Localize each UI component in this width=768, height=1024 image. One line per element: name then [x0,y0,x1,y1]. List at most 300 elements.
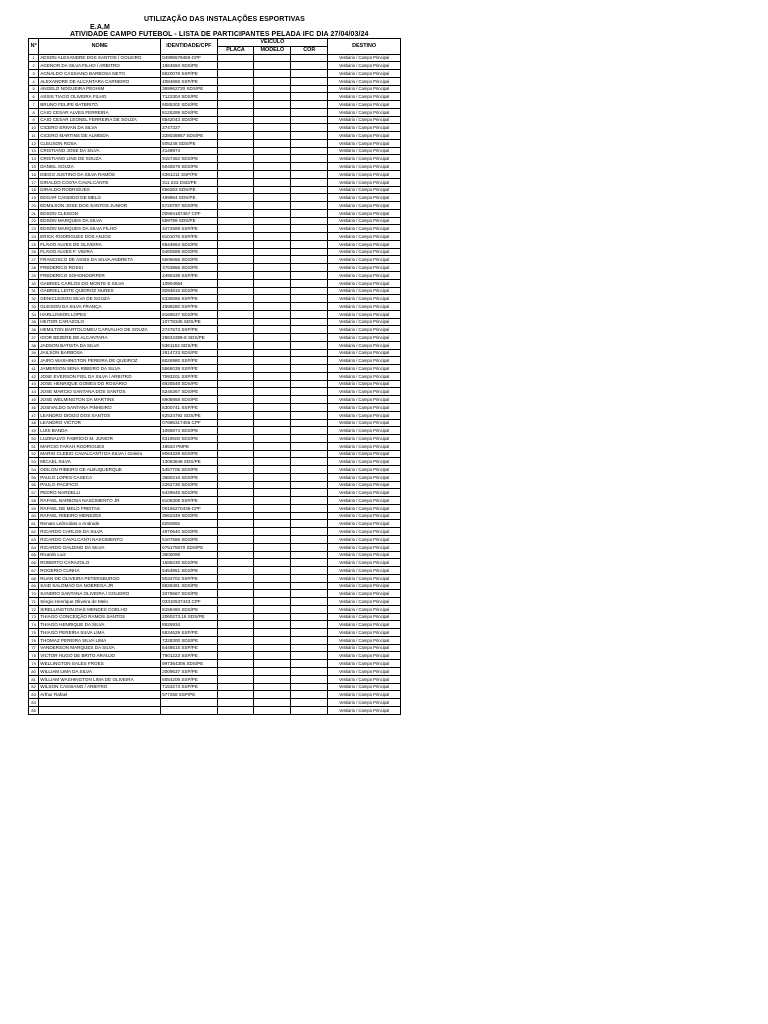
vehicle-placa-cell [217,543,254,551]
vehicle-cor-cell [291,372,328,380]
participant-id: 8101076 SSP/PE [161,233,217,241]
destino-cell: Vestiário / Campo Principal [328,194,401,202]
participant-name: Arthur Rafael [39,691,161,699]
vehicle-cor-cell [291,108,328,116]
vehicle-modelo-cell [254,349,291,357]
row-number: 83 [29,691,39,699]
participant-id: 5246367 SDS/PE [161,388,217,396]
row-number: 18 [29,186,39,194]
vehicle-modelo-cell [254,473,291,481]
vehicle-cor-cell [291,380,328,388]
participant-name: GABRIEL LEITE QUEIROZ NUNES [39,287,161,295]
participant-name: JOSE EVERSON FIEL DA SILVA / ARBITRO [39,372,161,380]
row-number: 76 [29,636,39,644]
vehicle-placa-cell [217,194,254,202]
table-row [29,124,401,132]
row-number: 7 [29,101,39,109]
participant-name: FLAVIO ALVES DE OLIVEIRA [39,240,161,248]
table-row [29,644,401,652]
table-row [29,582,401,590]
table-row [29,349,401,357]
vehicle-modelo-cell [254,419,291,427]
destino-cell: Vestiário / Campo Principal [328,536,401,544]
destino-cell: Vestiário / Campo Principal [328,349,401,357]
vehicle-placa-cell [217,675,254,683]
participant-name: ROBERTO CARAZOLO [39,559,161,567]
participant-name: Ricardo Luiz [39,551,161,559]
row-number: 42 [29,372,39,380]
vehicle-modelo-cell [254,543,291,551]
participant-name: PAULO PACIFICO [39,481,161,489]
vehicle-cor-cell [291,365,328,373]
participant-id: 075175970 SDS/PE [161,543,217,551]
table-row [29,675,401,683]
participant-id: 3062349 SDS/PE [161,512,217,520]
vehicle-cor-cell [291,264,328,272]
participant-name: LUZINALVO FABRÍCIO M. JÚNIOR [39,435,161,443]
vehicle-modelo-cell [254,699,291,707]
vehicle-placa-cell [217,93,254,101]
participant-name: GLEISON DA SILVA FRANÇA [39,303,161,311]
participant-name: HEITOR CARAZOLO [39,318,161,326]
participant-id: 6335566 SSP/PE [161,295,217,303]
row-number: 1 [29,54,39,62]
participant-id: 3379667 SDS/PE [161,590,217,598]
vehicle-cor-cell [291,163,328,171]
participant-name: RAFAEL RIBEIRO MENEZES [39,512,161,520]
vehicle-placa-cell [217,132,254,140]
participant-id: 5506666 SDS/PE [161,256,217,264]
vehicle-modelo-cell [254,528,291,536]
vehicle-placa-cell [217,590,254,598]
row-number: 15 [29,163,39,171]
vehicle-cor-cell [291,644,328,652]
participant-name: JAILSON BARBOSA [39,349,161,357]
participant-id: 9084328 SDS/PE [161,450,217,458]
row-number: 33 [29,303,39,311]
vehicle-cor-cell [291,171,328,179]
participant-id: 9157462 SDS/PE [161,155,217,163]
participant-name: CICERO ERIVAN DA SILVA [39,124,161,132]
vehicle-modelo-cell [254,621,291,629]
participant-name: CAIO CESAR ALVES FERREIRA [39,108,161,116]
destino-cell: Vestiário / Campo Principal [328,85,401,93]
table-row [29,341,401,349]
row-number: 70 [29,590,39,598]
table-row [29,139,401,147]
participant-id: 5457705 SDS/PE [161,466,217,474]
table-row [29,155,401,163]
participant-name: CLEUSON ROSA [39,139,161,147]
participant-name: RAFAEL BARBOSA NASCIMENTO JR [39,497,161,505]
vehicle-cor-cell [291,536,328,544]
participant-name: WELLINGTON SALES FROES [39,660,161,668]
destino-cell: Vestiário / Campo Principal [328,101,401,109]
vehicle-modelo-cell [254,388,291,396]
vehicle-modelo-cell [254,178,291,186]
vehicle-cor-cell [291,543,328,551]
destino-cell: Vestiário / Campo Principal [328,357,401,365]
vehicle-placa-cell [217,85,254,93]
destino-cell: Vestiário / Campo Principal [328,248,401,256]
row-number: 26 [29,248,39,256]
destino-cell: Vestiário / Campo Principal [328,613,401,621]
destino-cell: Vestiário / Campo Principal [328,116,401,124]
destino-cell: Vestiário / Campo Principal [328,512,401,520]
vehicle-modelo-cell [254,171,291,179]
vehicle-modelo-cell [254,155,291,163]
participant-name: MARCIO FARAH RODRIGUES [39,442,161,450]
destino-cell: Vestiário / Campo Principal [328,225,401,233]
row-number: 65 [29,551,39,559]
table-row [29,543,401,551]
vehicle-placa-cell [217,77,254,85]
vehicle-placa-cell [217,365,254,373]
vehicle-cor-cell [291,54,328,62]
table-row [29,186,401,194]
vehicle-modelo-cell [254,683,291,691]
vehicle-modelo-cell [254,567,291,575]
participant-name: JOSE HENRIQUE GOMES DO ROSÁRIO [39,380,161,388]
row-number: 56 [29,481,39,489]
destino-cell: Vestiário / Campo Principal [328,318,401,326]
row-number: 17 [29,178,39,186]
participant-id: 7122304 SDS/PE [161,93,217,101]
participant-name: Sérgio Henrique Oliveira de Melo [39,598,161,606]
vehicle-placa-cell [217,264,254,272]
table-row [29,93,401,101]
vehicle-cor-cell [291,178,328,186]
participant-name: JADSON BATISTA DA SILVA [39,341,161,349]
vehicle-modelo-cell [254,62,291,70]
destino-cell: Vestiário / Campo Principal [328,668,401,676]
row-number: 66 [29,559,39,567]
table-row [29,551,401,559]
participant-id: 6026980 SSP/PE [161,357,217,365]
participant-id: 4084868 SSP/PE [161,77,217,85]
vehicle-modelo-cell [254,116,291,124]
row-number: 63 [29,536,39,544]
table-row [29,388,401,396]
vehicle-placa-cell [217,372,254,380]
table-row [29,62,401,70]
vehicle-cor-cell [291,326,328,334]
vehicle-modelo-cell [254,279,291,287]
table-row [29,380,401,388]
vehicle-modelo-cell [254,318,291,326]
participant-id: 1095874 SDS/PE [161,427,217,435]
vehicle-cor-cell [291,85,328,93]
participant-name: DIRALDO RODRIGUES [39,186,161,194]
vehicle-placa-cell [217,147,254,155]
participant-name: FREDERICO ROSSI [39,264,161,272]
participant-name: THOMAZ PEREIRA SILVA LIMA [39,636,161,644]
participant-id: 8125289 SDS/PE [161,108,217,116]
vehicle-placa-cell [217,706,254,714]
vehicle-cor-cell [291,357,328,365]
participant-name: JOSIVALDO SANTANA PINHEIRO [39,403,161,411]
table-row [29,279,401,287]
participant-id: 13063648 SDS/PE [161,458,217,466]
destino-cell: Vestiário / Campo Principal [328,427,401,435]
vehicle-cor-cell [291,248,328,256]
vehicle-placa-cell [217,567,254,575]
vehicle-cor-cell [291,668,328,676]
vehicle-placa-cell [217,528,254,536]
participant-name: GABRIEL CARLOS DO MONTE E SILVA [39,279,161,287]
row-number: 52 [29,450,39,458]
participant-id: 6925548 SDS/PE [161,380,217,388]
row-number: 31 [29,287,39,295]
destino-cell: Vestiário / Campo Principal [328,504,401,512]
vehicle-modelo-cell [254,466,291,474]
table-row [29,303,401,311]
row-number: 62 [29,528,39,536]
vehicle-placa-cell [217,124,254,132]
vehicle-cor-cell [291,636,328,644]
row-number: 24 [29,233,39,241]
row-number: 39 [29,349,39,357]
row-number: 71 [29,598,39,606]
row-number: 22 [29,217,39,225]
destino-cell: Vestiário / Campo Principal [328,590,401,598]
participant-name: RUAN DE OLIVEIRA PETERSBURGO [39,574,161,582]
participant-id: 389962730 SDS/PE [161,85,217,93]
vehicle-modelo-cell [254,652,291,660]
vehicle-cor-cell [291,318,328,326]
vehicle-placa-cell [217,217,254,225]
vehicle-cor-cell [291,559,328,567]
destino-cell: Vestiário / Campo Principal [328,675,401,683]
vehicle-cor-cell [291,660,328,668]
row-number: 2 [29,62,39,70]
row-number: 72 [29,605,39,613]
participant-name: EDSON MARQUES DA SILVA FILHO [39,225,161,233]
row-number: 69 [29,582,39,590]
vehicle-placa-cell [217,155,254,163]
vehicle-placa-cell [217,691,254,699]
vehicle-cor-cell [291,271,328,279]
participant-id: 4148974 [161,147,217,155]
participant-id: 3763866 SDS/PE [161,264,217,272]
table-row [29,419,401,427]
vehicle-modelo-cell [254,481,291,489]
participant-id: 6554206 SSP/PE [161,675,217,683]
participant-id: 5040579 SDS/PE [161,163,217,171]
table-row [29,536,401,544]
destino-cell: Vestiário / Campo Principal [328,124,401,132]
participant-name [39,699,161,707]
destino-cell: Vestiário / Campo Principal [328,528,401,536]
participant-id: 2814723 SDS/PE [161,349,217,357]
participant-id: 5107586 SDS/PE [161,536,217,544]
participant-id: 1588230 SDS/PE [161,559,217,567]
vehicle-modelo-cell [254,559,291,567]
vehicle-placa-cell [217,171,254,179]
vehicle-cor-cell [291,279,328,287]
participant-id: 8106308 SSP/PE [161,497,217,505]
destino-cell: Vestiário / Campo Principal [328,147,401,155]
vehicle-modelo-cell [254,442,291,450]
participant-name: FREDERICO SOHONDORFER [39,271,161,279]
row-number: 80 [29,668,39,676]
destino-cell: Vestiário / Campo Principal [328,574,401,582]
vehicle-placa-cell [217,334,254,342]
participant-id: 6908958 SDS/PE [161,396,217,404]
table-row [29,683,401,691]
vehicle-placa-cell [217,473,254,481]
vehicle-cor-cell [291,396,328,404]
vehicle-placa-cell [217,163,254,171]
vehicle-placa-cell [217,326,254,334]
participant-id: 6834629 SSP/PE [161,629,217,637]
vehicle-placa-cell [217,574,254,582]
row-number: 35 [29,318,39,326]
vehicle-modelo-cell [254,334,291,342]
table-row [29,54,401,62]
table-row [29,217,401,225]
vehicle-cor-cell [291,116,328,124]
participant-name: HEMILTON BARTOLOMEU CARVALHO DE SOUZA [39,326,161,334]
participant-id: 2747673 SSP/PE [161,326,217,334]
participants-table [28,38,401,715]
participant-name: SIRELLINGTON DIAS MENDES COELHO [39,605,161,613]
participant-id: 6319500 SDS/PE [161,435,217,443]
participant-name: CAIO CESAR LEONEL FERREIRA DE SOUZA [39,116,161,124]
vehicle-modelo-cell [254,504,291,512]
activity-title: ATIVIDADE CAMPO FUTEBOL - LISTA DE PARTICIPANTES PELADA IFC DIA 27/04/03/24 [70,31,369,38]
vehicle-cor-cell [291,442,328,450]
vehicle-placa-cell [217,271,254,279]
vehicle-cor-cell [291,411,328,419]
vehicle-placa-cell [217,388,254,396]
destino-cell: Vestiário / Campo Principal [328,458,401,466]
vehicle-cor-cell [291,155,328,163]
participant-id: 7153273 SSP/PE [161,683,217,691]
vehicle-modelo-cell [254,598,291,606]
destino-cell: Vestiário / Campo Principal [328,388,401,396]
vehicle-cor-cell [291,512,328,520]
participant-name: BRUNO FELIPE BATBRITO [39,101,161,109]
vehicle-modelo-cell [254,520,291,528]
destino-cell: Vestiário / Campo Principal [328,473,401,481]
row-number: 14 [29,155,39,163]
destino-cell: Vestiário / Campo Principal [328,171,401,179]
row-number: 77 [29,644,39,652]
row-number: 55 [29,473,39,481]
participant-name: IGOR BEZERE DE ALCANTARA [39,334,161,342]
table-row [29,442,401,450]
participant-id: 997364306 SDS/PE [161,660,217,668]
participant-name: DANIEL SOUZA [39,163,161,171]
participant-id: 00994187467 CPF [161,209,217,217]
table-row [29,621,401,629]
participant-id: 505248 SDS/PE [161,139,217,147]
table-row [29,481,401,489]
table-row [29,357,401,365]
vehicle-modelo-cell [254,77,291,85]
table-row [29,147,401,155]
participant-id: 5454951 SDS/PE [161,567,217,575]
vehicle-modelo-cell [254,435,291,443]
table-row [29,171,401,179]
destino-cell: Vestiário / Campo Principal [328,551,401,559]
vehicle-placa-cell [217,303,254,311]
vehicle-cor-cell [291,675,328,683]
row-number: 50 [29,435,39,443]
vehicle-modelo-cell [254,590,291,598]
participant-name: ERICK RODRIGUES DOS ANJOS [39,233,161,241]
vehicle-placa-cell [217,621,254,629]
participant-name: VANDERSON MARQUES DA SILVA [39,644,161,652]
participant-name: LEANDRO VICTOR [39,419,161,427]
vehicle-modelo-cell [254,295,291,303]
vehicle-placa-cell [217,629,254,637]
vehicle-cor-cell [291,652,328,660]
participant-name: DIRALDO COSTA CAVALCANTE [39,178,161,186]
table-row [29,372,401,380]
vehicle-placa-cell [217,699,254,707]
vehicle-cor-cell [291,70,328,78]
participant-name: THIAGO HENRIQUE DA SILVA [39,621,161,629]
destino-cell: Vestiário / Campo Principal [328,264,401,272]
row-number: 53 [29,458,39,466]
vehicle-modelo-cell [254,660,291,668]
vehicle-placa-cell [217,466,254,474]
vehicle-cor-cell [291,303,328,311]
destino-cell: Vestiário / Campo Principal [328,54,401,62]
row-number: 40 [29,357,39,365]
vehicle-modelo-cell [254,668,291,676]
vehicle-cor-cell [291,77,328,85]
vehicle-modelo-cell [254,365,291,373]
table-row [29,202,401,210]
row-number: 79 [29,660,39,668]
vehicle-placa-cell [217,139,254,147]
participant-id: 8158460 SDS/PE [161,605,217,613]
vehicle-modelo-cell [254,396,291,404]
vehicle-placa-cell [217,512,254,520]
participant-name: ADSON ALEXANDRE DOS SANTOS / GOLEIRO [39,54,161,62]
vehicle-modelo-cell [254,357,291,365]
vehicle-placa-cell [217,287,254,295]
participant-name: ROGERIO CUNHA [39,567,161,575]
destino-cell: Vestiário / Campo Principal [328,629,401,637]
participant-id [161,706,217,714]
participant-name: LEANDRO DIOGO DOS SANTOS [39,411,161,419]
table-row [29,605,401,613]
participant-id: 3747327 [161,124,217,132]
destino-cell: Vestiário / Campo Principal [328,70,401,78]
destino-cell: Vestiário / Campo Principal [328,62,401,70]
vehicle-modelo-cell [254,303,291,311]
row-number: 29 [29,271,39,279]
participant-id: 6828491 SDS/PE [161,582,217,590]
destino-cell: Vestiário / Campo Principal [328,279,401,287]
participant-id: 8250892 [161,520,217,528]
vehicle-cor-cell [291,567,328,575]
participant-id: 7593201 SSP/PE [161,372,217,380]
table-row [29,310,401,318]
table-row [29,590,401,598]
destino-cell: Vestiário / Campo Principal [328,567,401,575]
vehicle-modelo-cell [254,644,291,652]
destino-cell: Vestiário / Campo Principal [328,543,401,551]
participant-id: 2060273,18 SDS/PE [161,613,217,621]
table-row [29,691,401,699]
table-row [29,629,401,637]
vehicle-modelo-cell [254,310,291,318]
